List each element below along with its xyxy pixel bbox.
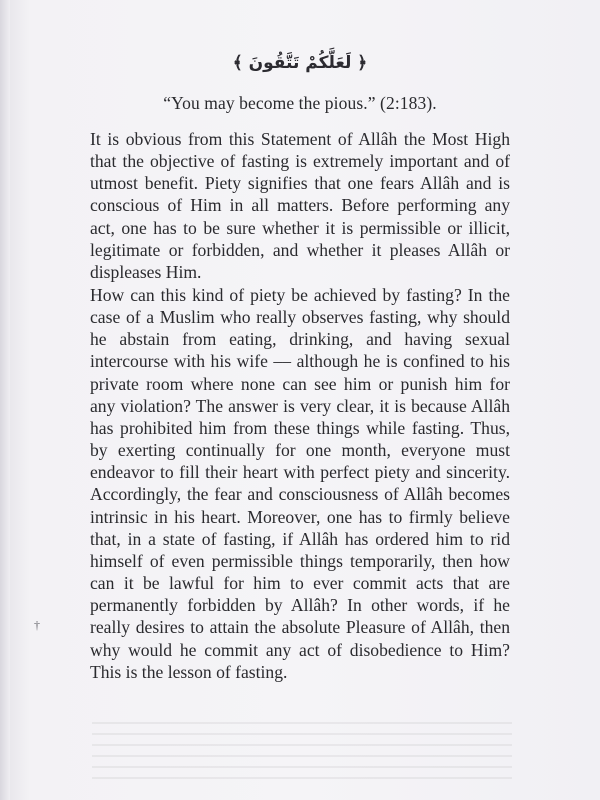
page-margin-mark: † (34, 618, 40, 632)
paragraph-line: by exerting continually for one month, everyone must (90, 440, 510, 461)
paragraph-line: intrinsic in his heart. Moreover, one has to firmly believe (90, 506, 510, 527)
verse-translation: “You may become the pious.” (2:183). (163, 93, 437, 113)
paragraph-line: private room where none can see him or punish him for (90, 373, 510, 394)
paragraph-line: How can this kind of piety be achieved by fasting? In the (90, 285, 510, 305)
paragraph-line: It is obvious from this Statement of Allâh the Most High (90, 129, 510, 149)
paragraph-line: legitimate or forbidden, and whether it pleases Allâh or (90, 239, 510, 260)
paragraph-line: why would he commit any act of disobedience to Him? (90, 639, 510, 660)
paragraph-line: can it be lawful for him to ever commit acts that are (90, 573, 510, 594)
reverse-side-bleed-through (92, 722, 512, 782)
paragraph-line: he abstain from eating, drinking, and having sexual (90, 329, 510, 350)
paragraph-line: conscious of Him in all matters. Before performing any (90, 195, 510, 216)
paragraph-line: endeavor to fill their heart with perfect piety and sincerity. (90, 462, 510, 483)
paragraph-line: intercourse with his wife –– although he is confined to his (90, 351, 510, 372)
page-binding-edge (0, 0, 10, 800)
paragraph-line: case of a Muslim who really observes fasting, why should (90, 307, 510, 328)
paragraph-line: any violation? The answer is very clear, it is because Allâh (90, 395, 510, 416)
paragraph-line: that the objective of fasting is extremely important and of (90, 151, 510, 172)
paragraph-line: really desires to attain the absolute Pleasure of Allâh, then (90, 617, 510, 638)
paragraph-line: Accordingly, the fear and consciousness of Allâh becomes (90, 484, 510, 505)
paragraph-line: displeases Him. (90, 261, 202, 282)
paragraph-2 (90, 284, 510, 683)
paragraph-line: has prohibited him from these things while fasting. Thus, (90, 417, 510, 438)
paragraph-line: utmost benefit. Piety signifies that one fears Allâh and is (90, 173, 510, 194)
arabic-verse-heading: ﴿ لَعَلَّكُمْ تَتَّقُونَ ﴾ (232, 53, 368, 73)
paragraph-line: act, one has to be sure whether it is permissible or illicit, (90, 217, 510, 238)
paragraph-1 (90, 128, 510, 283)
paragraph-line: permanently forbidden by Allâh? In other words, if he (90, 595, 510, 616)
paragraph-line: himself of even permissible things temporarily, then how (90, 550, 510, 571)
paragraph-line: This is the lesson of fasting. (90, 661, 288, 682)
paragraph-line: that, in a state of fasting, if Allâh has ordered him to rid (90, 528, 510, 549)
